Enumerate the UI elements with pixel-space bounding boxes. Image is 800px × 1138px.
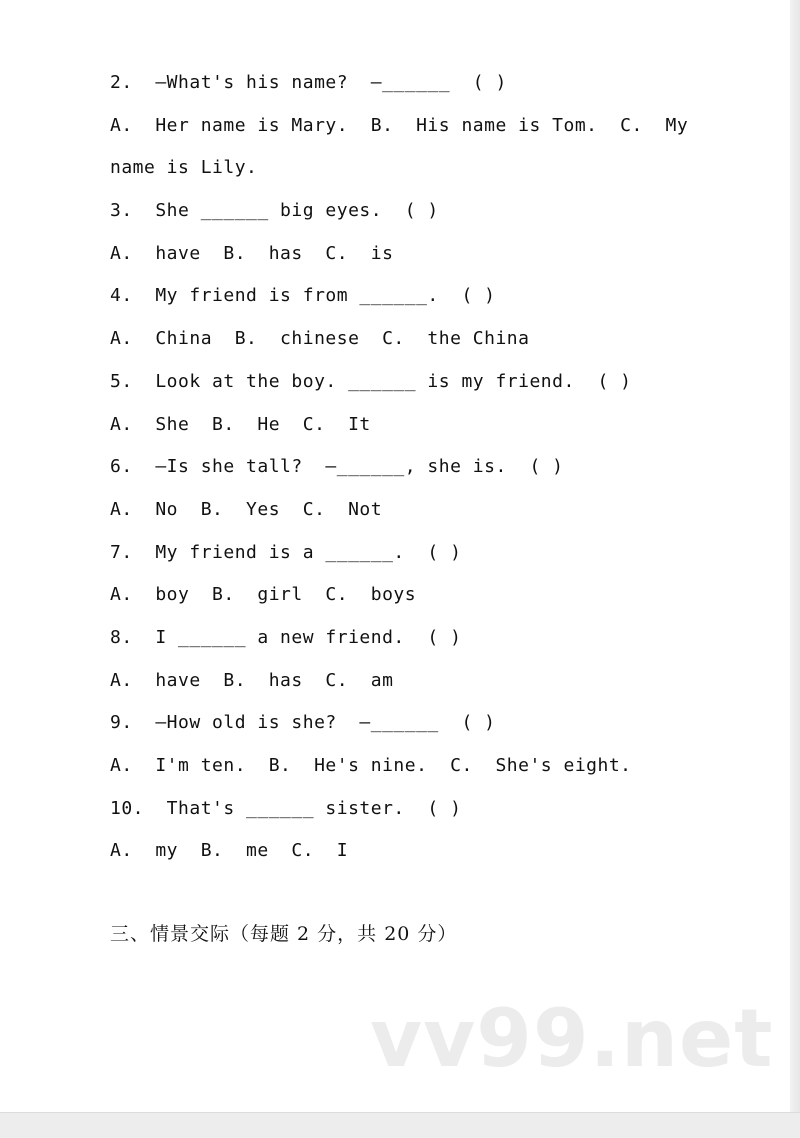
question-5: 5. Look at the boy. ______ is my friend. ( ) bbox=[110, 370, 632, 392]
question-2-options-cont: name is Lily. bbox=[110, 157, 258, 179]
page-edge-shadow bbox=[790, 0, 800, 1137]
question-list bbox=[110, 66, 750, 877]
question-8-options: A. have B. has C. am bbox=[110, 669, 394, 691]
question-10: 10. That's ______ sister. ( ) bbox=[110, 797, 462, 819]
page-gap bbox=[0, 1112, 800, 1138]
question-6-options: A. No B. Yes C. Not bbox=[110, 498, 383, 520]
question-6: 6. —Is she tall? —______, she is. ( ) bbox=[110, 456, 564, 478]
watermark: vv99.net bbox=[370, 992, 774, 1085]
section-heading: 三、情景交际（每题 2 分，共 20 分） bbox=[110, 923, 458, 945]
question-8: 8. I ______ a new friend. ( ) bbox=[110, 626, 462, 648]
question-3-options: A. have B. has C. is bbox=[110, 242, 394, 264]
question-7-options: A. boy B. girl C. boys bbox=[110, 584, 417, 606]
question-2: 2. —What's his name? —______ ( ) bbox=[110, 72, 507, 93]
question-9-options: A. I'm ten. B. He's nine. C. She's eight. bbox=[110, 755, 632, 776]
question-9: 9. —How old is she? —______ ( ) bbox=[110, 712, 496, 734]
question-4-options: A. China B. chinese C. the China bbox=[110, 328, 530, 350]
question-4: 4. My friend is from ______. ( ) bbox=[110, 285, 496, 307]
question-3: 3. She ______ big eyes. ( ) bbox=[110, 200, 439, 222]
question-5-options: A. She B. He C. It bbox=[110, 413, 371, 435]
question-2-options: A. Her name is Mary. B. His name is Tom. C. My bbox=[110, 114, 689, 136]
question-10-options: A. my B. me C. I bbox=[110, 840, 349, 862]
question-7: 7. My friend is a ______. ( ) bbox=[110, 541, 462, 563]
